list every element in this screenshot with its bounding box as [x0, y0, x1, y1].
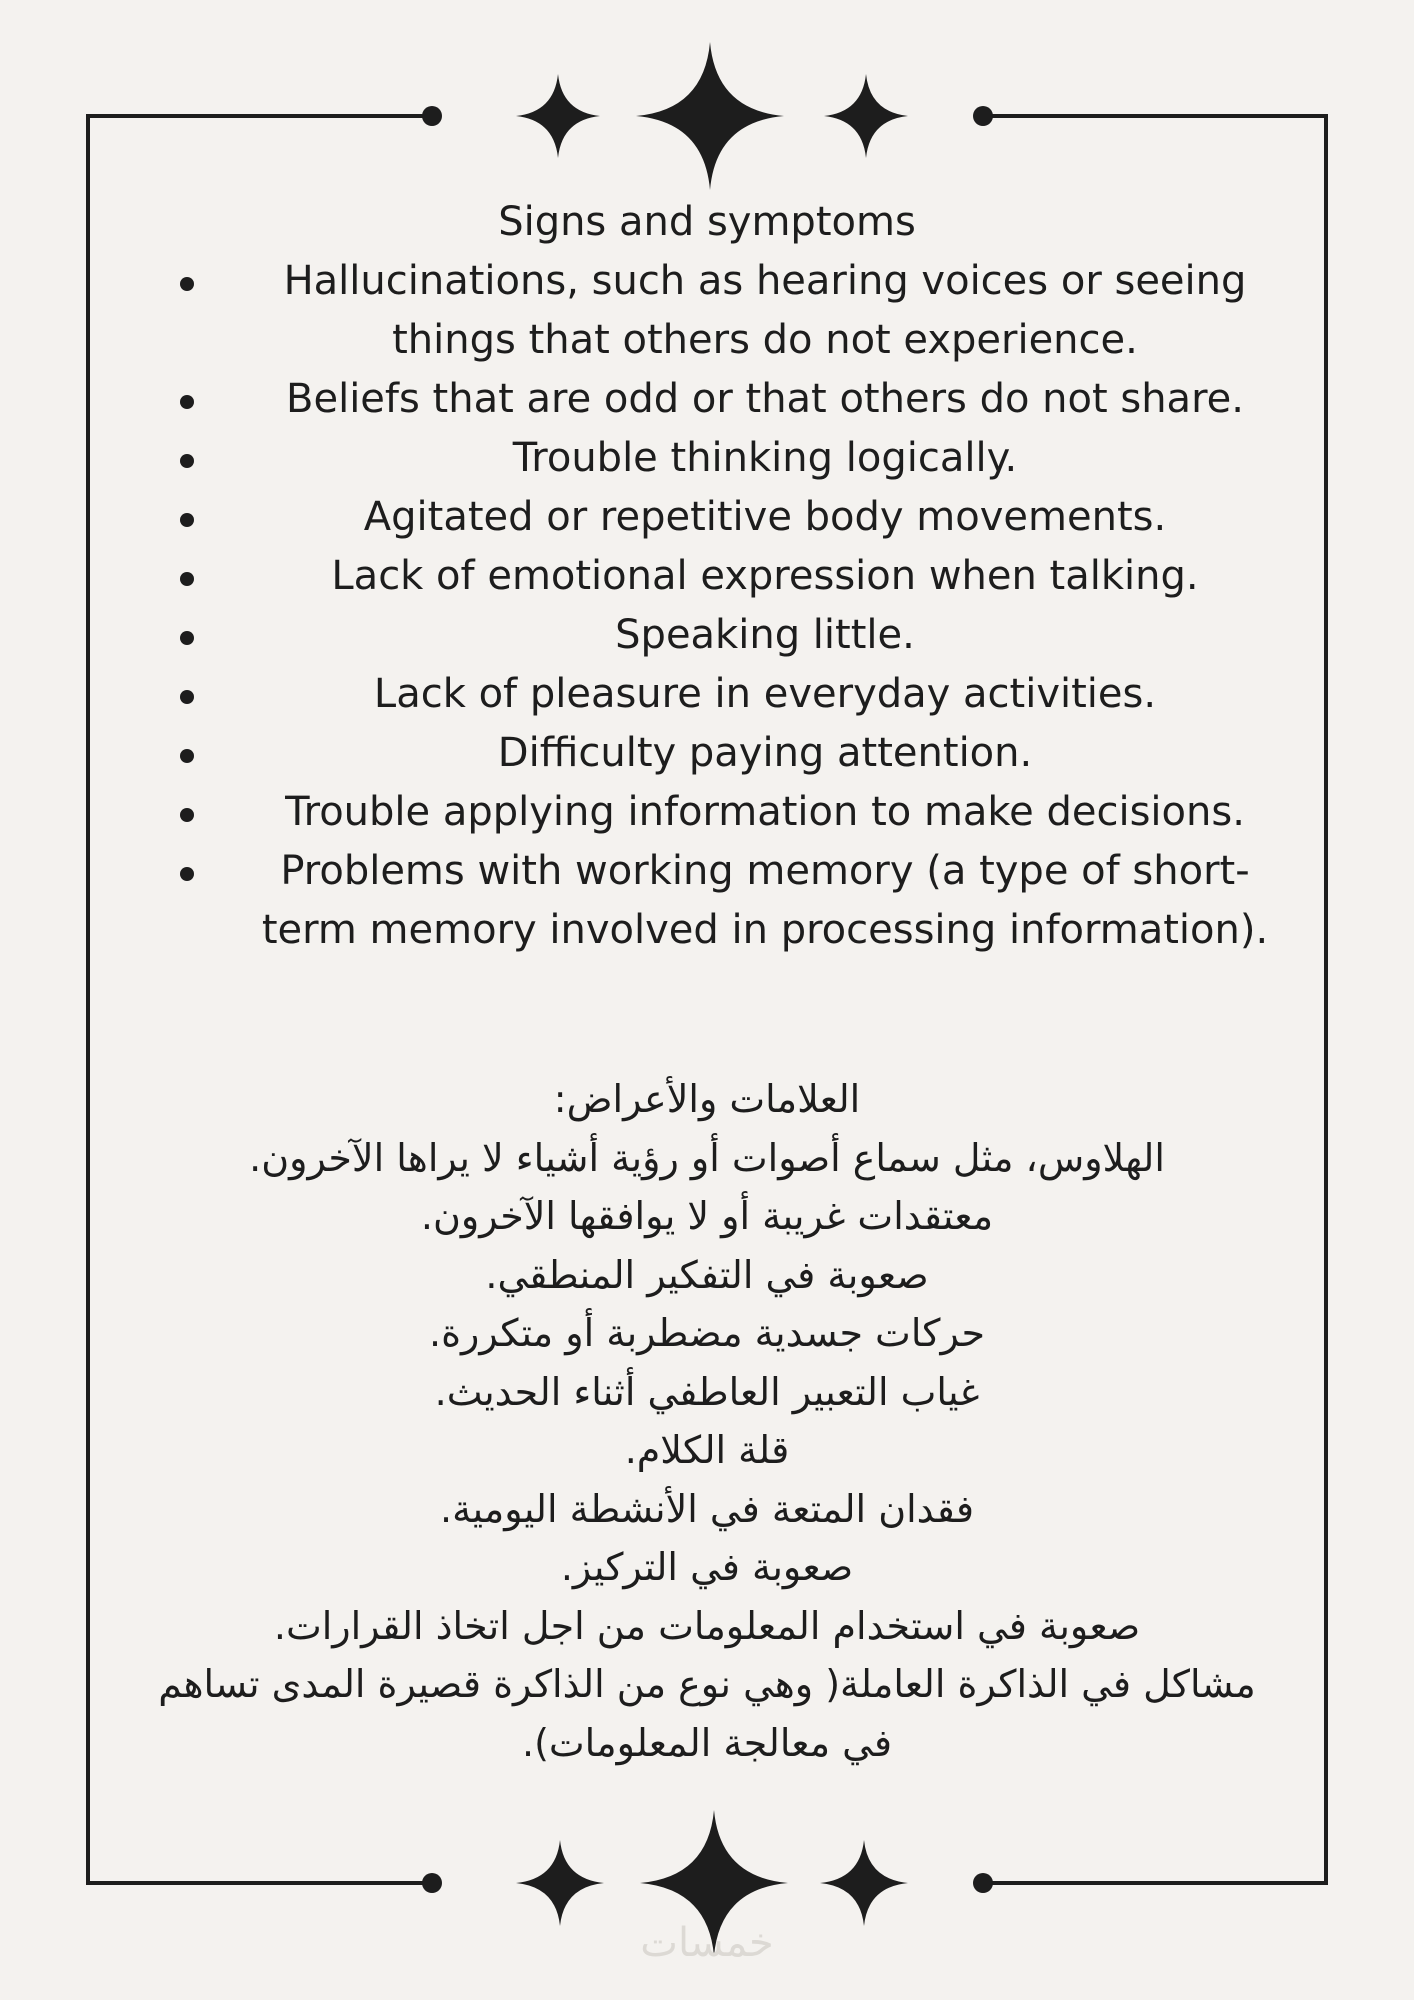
- arabic-line: قلة الكلام.: [624, 1428, 790, 1472]
- list-item: [160, 370, 1300, 429]
- list-item-text: Agitated or repetitive body movements.: [363, 494, 1167, 540]
- bullet-icon: [180, 867, 194, 881]
- list-item-text: Hallucinations, such as hearing voices or seeing things that others do not experience.: [283, 258, 1247, 363]
- list-item-text: Lack of emotional expression when talking.: [331, 553, 1199, 599]
- bullet-icon: [180, 572, 194, 586]
- arabic-line: مشاكل في الذاكرة العاملة( وهي نوع من الذاكرة قصيرة المدى تساهم في معالجة المعلومات).: [158, 1662, 1256, 1765]
- list-item: [160, 488, 1300, 547]
- bullet-icon: [180, 513, 194, 527]
- list-item-text: Trouble applying information to make decisions.: [285, 789, 1245, 835]
- list-item: [160, 606, 1300, 665]
- english-title: Signs and symptoms: [498, 199, 916, 245]
- bullet-icon: [180, 631, 194, 645]
- list-item: [160, 665, 1300, 724]
- list-item: [160, 724, 1300, 783]
- arabic-line: معتقدات غريبة أو لا يوافقها الآخرون.: [420, 1194, 994, 1238]
- list-item: [160, 547, 1300, 606]
- arabic-line: صعوبة في التركيز.: [560, 1545, 854, 1589]
- list-item-text: Trouble thinking logically.: [512, 435, 1018, 481]
- list-item: [160, 783, 1300, 842]
- watermark-logo: خمسات: [640, 1920, 774, 1966]
- list-item-text: Speaking little.: [615, 612, 915, 658]
- english-symptom-list: [160, 252, 1300, 960]
- arabic-title: العلامات والأعراض:: [553, 1077, 861, 1121]
- bullet-icon: [180, 454, 194, 468]
- arabic-line: غياب التعبير العاطفي أثناء الحديث.: [434, 1369, 980, 1414]
- list-item-text: Problems with working memory (a type of short-term memory involved in processing information).: [261, 848, 1269, 953]
- arabic-line: صعوبة في التفكير المنطقي.: [485, 1252, 929, 1297]
- list-item-text: Beliefs that are odd or that others do not share.: [286, 376, 1244, 422]
- arabic-line: صعوبة في استخدام المعلومات من اجل اتخاذ القرارات.: [273, 1603, 1141, 1648]
- list-item: [160, 252, 1300, 370]
- list-item: [160, 429, 1300, 488]
- bullet-icon: [180, 749, 194, 763]
- arabic-line: الهلاوس، مثل سماع أصوات أو رؤية أشياء لا يراها الآخرون.: [249, 1135, 1165, 1180]
- bullet-icon: [180, 395, 194, 409]
- bullet-icon: [180, 808, 194, 822]
- arabic-section: [130, 1070, 1284, 1772]
- bullet-icon: [180, 690, 194, 704]
- list-item-text: Difficulty paying attention.: [497, 730, 1033, 776]
- arabic-line: فقدان المتعة في الأنشطة اليومية.: [440, 1486, 974, 1531]
- list-item: [160, 842, 1300, 960]
- arabic-line: حركات جسدية مضطربة أو متكررة.: [429, 1311, 985, 1355]
- list-item-text: Lack of pleasure in everyday activities.: [373, 671, 1157, 717]
- bullet-icon: [180, 277, 194, 291]
